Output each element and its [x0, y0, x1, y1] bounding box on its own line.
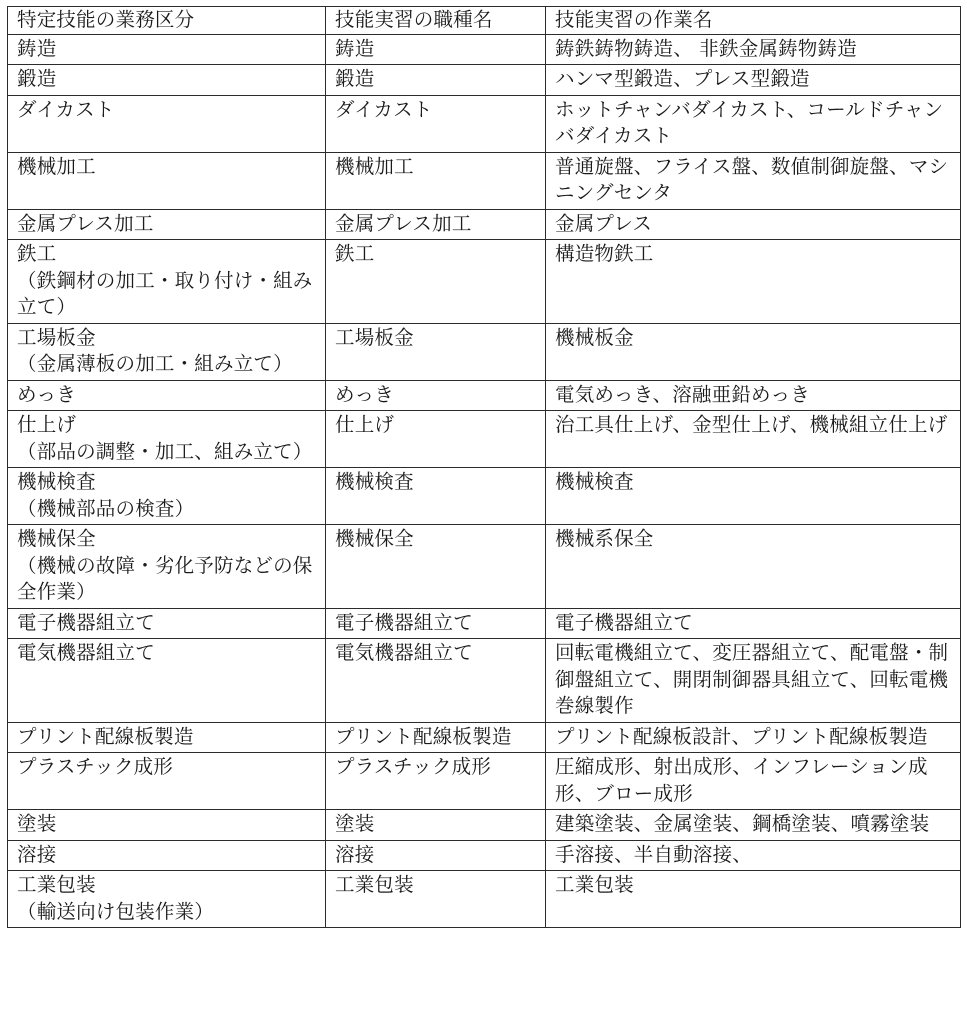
cell-occupation: 機械加工 — [326, 152, 546, 209]
category-label: 溶接 — [17, 842, 57, 866]
cell-occupation: プラスチック成形 — [326, 753, 546, 810]
cell-work: ホットチャンバダイカスト、コールドチャンバダイカスト — [546, 95, 961, 152]
category-label: 仕上げ — [17, 413, 77, 436]
cell-occupation: 塗装 — [326, 810, 546, 841]
cell-occupation: 鋳造 — [326, 34, 546, 65]
cell-work: 普通旋盤、フライス盤、数値制御旋盤、マシニングセンタ — [546, 152, 961, 209]
skills-table — [7, 6, 961, 928]
category-note: （機械部品の検査） — [17, 496, 195, 520]
cell-work: 工業包装 — [546, 871, 961, 928]
cell-occupation: 工場板金 — [326, 323, 546, 380]
header-row — [8, 7, 961, 35]
table-row — [8, 753, 961, 810]
cell-category — [8, 152, 326, 209]
cell-occupation: 仕上げ — [326, 411, 546, 468]
cell-category — [8, 840, 326, 871]
category-label: 工場板金 — [17, 325, 96, 349]
category-label: プリント配線板製造 — [17, 724, 194, 748]
category-note: （金属薄板の加工・組み立て） — [17, 352, 293, 375]
category-note: （鉄鋼材の加工・取り付け・組み立て） — [17, 268, 313, 318]
cell-category — [8, 525, 326, 609]
cell-occupation: 工業包装 — [326, 871, 546, 928]
cell-category — [8, 65, 326, 96]
header-occupation: 技能実習の職種名 — [326, 7, 546, 35]
header-work: 技能実習の作業名 — [546, 7, 961, 35]
category-note: （部品の調整・加工、組み立て） — [17, 439, 313, 463]
table-row — [8, 525, 961, 609]
table-row — [8, 65, 961, 96]
cell-work: 鋳鉄鋳物鋳造、 非鉄金属鋳物鋳造 — [546, 34, 961, 65]
cell-work: 機械板金 — [546, 323, 961, 380]
category-note: （輸送向け包装作業） — [17, 899, 215, 923]
cell-category — [8, 871, 326, 928]
table-row — [8, 34, 961, 65]
cell-category — [8, 380, 326, 411]
cell-occupation: 鍛造 — [326, 65, 546, 96]
category-label: 鍛造 — [17, 67, 57, 90]
cell-category — [8, 722, 326, 753]
cell-category — [8, 209, 326, 240]
cell-category — [8, 639, 326, 723]
table-row — [8, 608, 961, 639]
cell-occupation: 鉄工 — [326, 240, 546, 324]
cell-occupation: 機械保全 — [326, 525, 546, 609]
table-header — [8, 7, 961, 35]
cell-category — [8, 323, 326, 380]
cell-category — [8, 608, 326, 639]
table-row — [8, 871, 961, 928]
cell-work: 構造物鉄工 — [546, 240, 961, 324]
cell-work: プリント配線板設計、プリント配線板製造 — [546, 722, 961, 753]
category-label: 鉄工 — [17, 242, 57, 265]
category-label: 機械検査 — [17, 470, 96, 493]
table-row — [8, 240, 961, 324]
cell-work: 電子機器組立て — [546, 608, 961, 639]
cell-category — [8, 468, 326, 525]
category-label: 工業包装 — [17, 873, 96, 896]
cell-category — [8, 753, 326, 810]
table-row — [8, 95, 961, 152]
cell-work: 電気めっき、溶融亜鉛めっき — [546, 380, 961, 411]
cell-work: 回転電機組立て、変圧器組立て、配電盤・制御盤組立て、開閉制御器具組立て、回転電機巻線製作 — [546, 639, 961, 723]
table-row — [8, 411, 961, 468]
cell-work: 機械検査 — [546, 468, 961, 525]
table-body — [8, 34, 961, 928]
cell-occupation: 電子機器組立て — [326, 608, 546, 639]
category-label: 電子機器組立て — [17, 610, 155, 634]
category-label: プラスチック成形 — [17, 755, 174, 778]
cell-occupation: めっき — [326, 380, 546, 411]
category-note: （機械の故障・劣化予防などの保全作業） — [17, 553, 313, 603]
category-label: 金属プレス加工 — [17, 211, 154, 235]
table-row — [8, 639, 961, 723]
cell-occupation: 機械検査 — [326, 468, 546, 525]
cell-work: 金属プレス — [546, 209, 961, 240]
table-row — [8, 152, 961, 209]
cell-category — [8, 95, 326, 152]
table-row — [8, 323, 961, 380]
cell-work: 圧縮成形、射出成形、インフレーション成形、ブロー成形 — [546, 753, 961, 810]
cell-work: 手溶接、半自動溶接、 — [546, 840, 961, 871]
cell-occupation: プリント配線板製造 — [326, 722, 546, 753]
cell-category — [8, 810, 326, 841]
cell-category — [8, 34, 326, 65]
category-label: ダイカスト — [17, 97, 115, 121]
cell-occupation: 金属プレス加工 — [326, 209, 546, 240]
table-row — [8, 840, 961, 871]
table-row — [8, 722, 961, 753]
cell-category — [8, 411, 326, 468]
table-row — [8, 209, 961, 240]
category-label: 機械加工 — [17, 154, 96, 178]
header-category: 特定技能の業務区分 — [8, 7, 326, 35]
cell-category — [8, 240, 326, 324]
category-label: めっき — [17, 382, 76, 406]
cell-occupation: 電気機器組立て — [326, 639, 546, 723]
table-row — [8, 810, 961, 841]
category-label: 塗装 — [17, 812, 57, 835]
cell-occupation: ダイカスト — [326, 95, 546, 152]
cell-work: 建築塗装、金属塗装、鋼橋塗装、噴霧塗装 — [546, 810, 961, 841]
cell-work: 機械系保全 — [546, 525, 961, 609]
category-label: 機械保全 — [17, 527, 96, 550]
cell-work: ハンマ型鍛造、プレス型鍛造 — [546, 65, 961, 96]
cell-occupation: 溶接 — [326, 840, 546, 871]
category-label: 鋳造 — [17, 36, 57, 60]
table-row — [8, 468, 961, 525]
cell-work: 治工具仕上げ、金型仕上げ、機械組立仕上げ — [546, 411, 961, 468]
category-label: 電気機器組立て — [17, 641, 155, 664]
table-row — [8, 380, 961, 411]
